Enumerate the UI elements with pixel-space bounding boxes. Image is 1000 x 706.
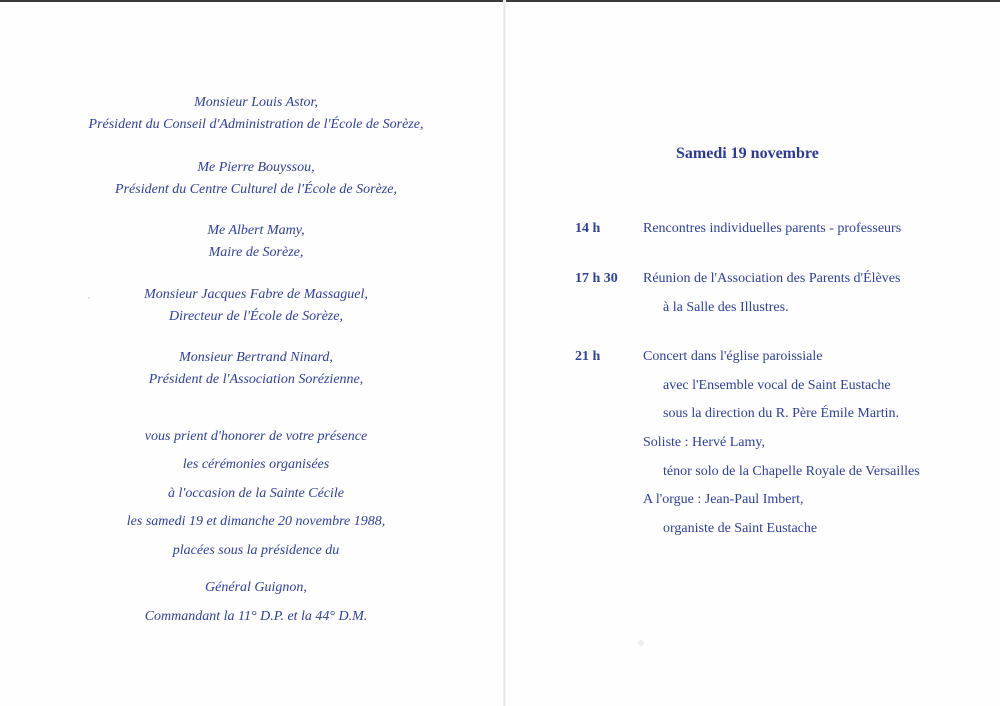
event-3-line-7: organiste de Saint Eustache [663,521,818,536]
invite-line-5: placées sous la présidence du [172,543,340,558]
paper-speck [88,297,90,299]
event-3-line-2: avec l'Ensemble vocal de Saint Eustache [663,378,891,393]
paper-speck [638,640,644,646]
invite-line-3: à l'occasion de la Sainte Cécile [167,486,344,501]
event-3-line-4: Soliste : Hervé Lamy, [643,435,765,450]
host4-name: Monsieur Jacques Fabre de Massaguel, [144,287,368,302]
host1-title: Président du Conseil d'Administration de l'École de Sorèze, [88,117,424,132]
right-panel [506,0,1000,706]
event-1-line-1: Rencontres individuelles parents - professeurs [643,221,902,236]
event-time-3: 21 h [575,349,601,364]
host5-title: Président de l'Association Sorézienne, [148,372,364,387]
host1-name: Monsieur Louis Astor, [194,95,318,110]
host4-title: Directeur de l'École de Sorèze, [169,309,343,324]
invite-line-2: les cérémonies organisées [182,457,330,472]
event-3-line-3: sous la direction du R. Père Émile Martin. [663,406,900,421]
host2-title: Président du Centre Culturel de l'École de Sorèze, [115,182,397,197]
event-3-line-1: Concert dans l'église paroissiale [643,349,823,364]
event-time-2: 17 h 30 [575,271,618,286]
guest-title: Commandant la 11° D.P. et la 44° D.M. [144,609,368,624]
host2-name: Me Pierre Bouyssou, [197,160,315,175]
invite-line-1: vous prient d'honorer de votre présence [144,429,368,444]
date-heading: Samedi 19 novembre [676,145,819,162]
invite-line-4: les samedi 19 et dimanche 20 novembre 1988, [126,514,386,529]
guest-name: Général Guignon, [205,580,307,595]
event-2-line-1: Réunion de l'Association des Parents d'Élèves [643,271,901,286]
event-3-line-5: ténor solo de la Chapelle Royale de Versailles [663,464,920,479]
host3-name: Me Albert Mamy, [207,223,305,238]
event-time-1: 14 h [575,221,601,236]
event-3-line-6: A l'orgue : Jean-Paul Imbert, [643,492,804,507]
event-2-line-2: à la Salle des Illustres. [663,300,789,315]
host5-name: Monsieur Bertrand Ninard, [179,350,333,365]
host3-title: Maire de Sorèze, [208,245,304,260]
